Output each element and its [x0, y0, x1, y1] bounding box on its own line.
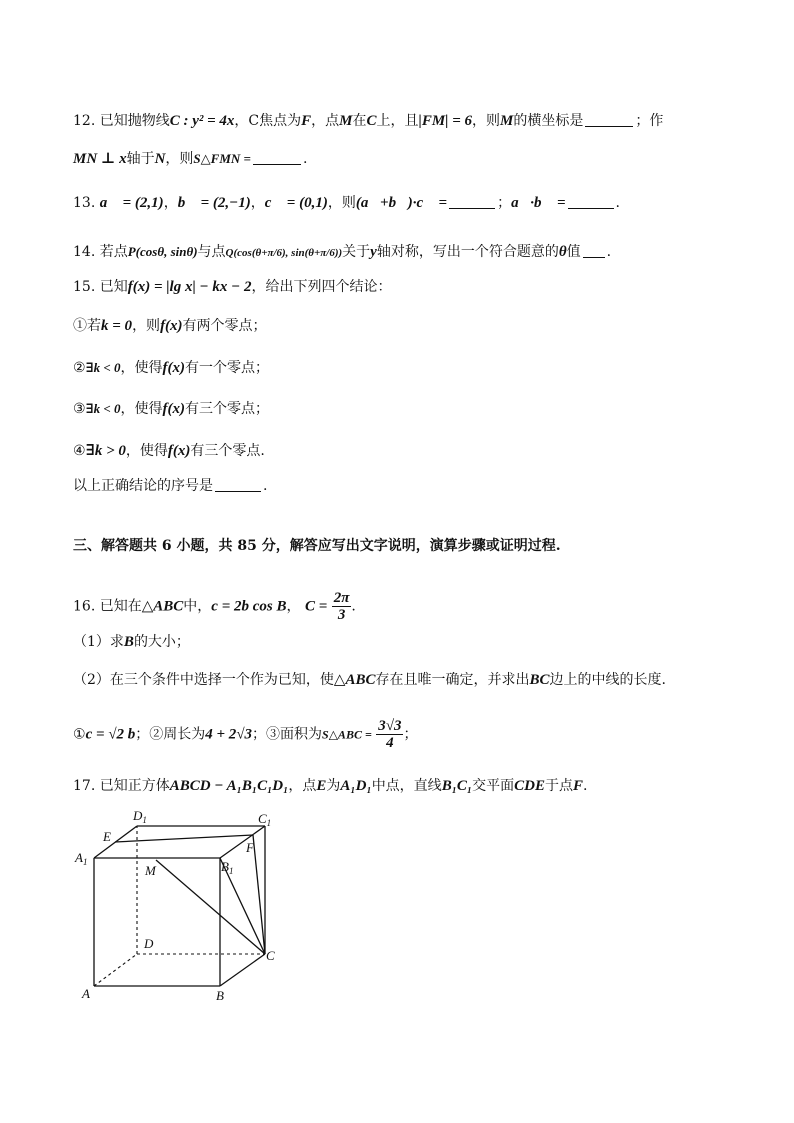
- vector-b: b⃗ = (2,−1): [177, 195, 251, 211]
- condition-2: 4 + 2√3: [205, 726, 253, 743]
- question-12-line2: MN ⊥ x轴于N，则S△FMN = .: [73, 151, 308, 167]
- fraction-3sqrt3-4: $\frac{3√3}{4}$: [378, 718, 402, 751]
- q15-item-4: ④∃k > 0，使得f(x)有三个零点.: [73, 443, 265, 459]
- answer-blank: [449, 194, 495, 209]
- question-12-line1: 12. 已知抛物线C : y² = 4x，C焦点为F，点M在C上，且|FM| = 6，则M的横坐标是 ；作: [73, 113, 664, 129]
- q12-number: 12.: [73, 113, 96, 129]
- label-B1: $B_1$: [221, 859, 234, 876]
- label-C1: $C_1$: [258, 811, 272, 828]
- fm-eq: |FM| = 6: [418, 113, 473, 129]
- point-q: Q(cos(θ+π/6), sin(θ+π/6)): [225, 247, 343, 259]
- q16-part-1: （1）求B的大小；: [73, 634, 190, 650]
- question-14: 14. 若点P(cosθ, sinθ)与点Q(cos(θ+π/6), sin(θ+π/6))关于y轴对称，写出一个符合题意的θ值 .: [73, 244, 612, 260]
- q15-item-2: ②∃k < 0，使得f(x)有一个零点；: [73, 360, 270, 376]
- vector-c: c⃗ = (0,1): [264, 195, 328, 211]
- condition-1: c = √2 b: [85, 726, 136, 743]
- edge-B1-C1: [220, 826, 265, 858]
- perp-eq: MN ⊥ x: [73, 151, 127, 167]
- question-15: 15. 已知f(x) = |lg x| − kx − 2，给出下列四个结论：: [73, 279, 392, 295]
- label-E: E: [103, 829, 111, 844]
- answer-blank: [583, 243, 605, 258]
- vector-a: a⃗ = (2,1): [99, 195, 164, 211]
- hidden-edge-A-D: [94, 954, 137, 986]
- label-C: C: [266, 948, 275, 963]
- question-13: 13. a⃗ = (2,1)，b⃗ = (2,−1)，c⃗ = (0,1)，则(a⃗+b⃗)·c⃗ = ；a⃗·b⃗ = .: [73, 195, 620, 211]
- cos-eq: c = 2b cos B: [211, 598, 287, 615]
- q15-item-3: ③∃k < 0，使得f(x)有三个零点；: [73, 401, 270, 417]
- cube-figure: [70, 808, 290, 1008]
- line-M-C: [156, 860, 265, 954]
- q15-conclusion: 以上正确结论的序号是 .: [73, 478, 268, 494]
- label-A: A: [82, 986, 90, 1001]
- q13-number: 13.: [73, 195, 96, 211]
- label-D1: $D_1$: [133, 808, 147, 825]
- function-f: f(x) = |lg x| − kx − 2: [127, 279, 252, 295]
- q16-part-2: （2）在三个条件中选择一个作为已知，使△ABC存在且唯一确定，并求出BC边上的中线的长度.: [73, 672, 666, 688]
- label-A1: $A_1$: [75, 850, 88, 867]
- q15-number: 15.: [73, 279, 96, 295]
- label-B: B: [216, 988, 224, 1003]
- answer-blank: [568, 194, 614, 209]
- label-D: D: [144, 936, 154, 951]
- answer-blank: [253, 150, 301, 165]
- answer-blank: [215, 477, 261, 492]
- question-17: 17. 已知正方体ABCD − A₁B₁C₁D₁，点E为A₁D₁中点，直线B₁C₁交平面CDE于点F.: [73, 778, 588, 794]
- q17-number: 17.: [73, 778, 96, 794]
- q15-item-1: ①若k = 0，则f(x)有两个零点；: [73, 318, 267, 334]
- point-p: P(cosθ, sinθ): [127, 244, 198, 259]
- condition-3: S△ABC =: [322, 727, 372, 742]
- q16-conditions: ①c = √2 b；②周长为4 + 2√3；③面积为S△ABC = $\frac{3√3}{4}$ ；: [73, 718, 418, 751]
- line-E-F: [115, 835, 253, 842]
- parabola-eq: C : y² = 4x: [169, 113, 235, 129]
- q16-number: 16.: [73, 598, 96, 615]
- question-16: 16. 已知在△ABC中，c = 2b cos B， C = $\frac{2\pi}{3}$ .: [73, 590, 356, 623]
- area-expr: S△FMN =: [193, 151, 251, 166]
- edge-B-C: [220, 954, 265, 986]
- fraction-2pi-3: $\frac{2\pi}{3}$: [333, 590, 350, 623]
- q14-number: 14.: [73, 244, 96, 260]
- label-M: M: [145, 863, 156, 878]
- answer-blank: [585, 112, 633, 127]
- label-F: F: [246, 840, 254, 855]
- cube-name: ABCD − A₁B₁C₁D₁: [169, 778, 289, 794]
- section-3-heading: 三、解答题共 6 小题，共 85 分，解答应写出文字说明，演算步骤或证明过程.: [73, 538, 561, 554]
- line-F-C: [253, 835, 265, 954]
